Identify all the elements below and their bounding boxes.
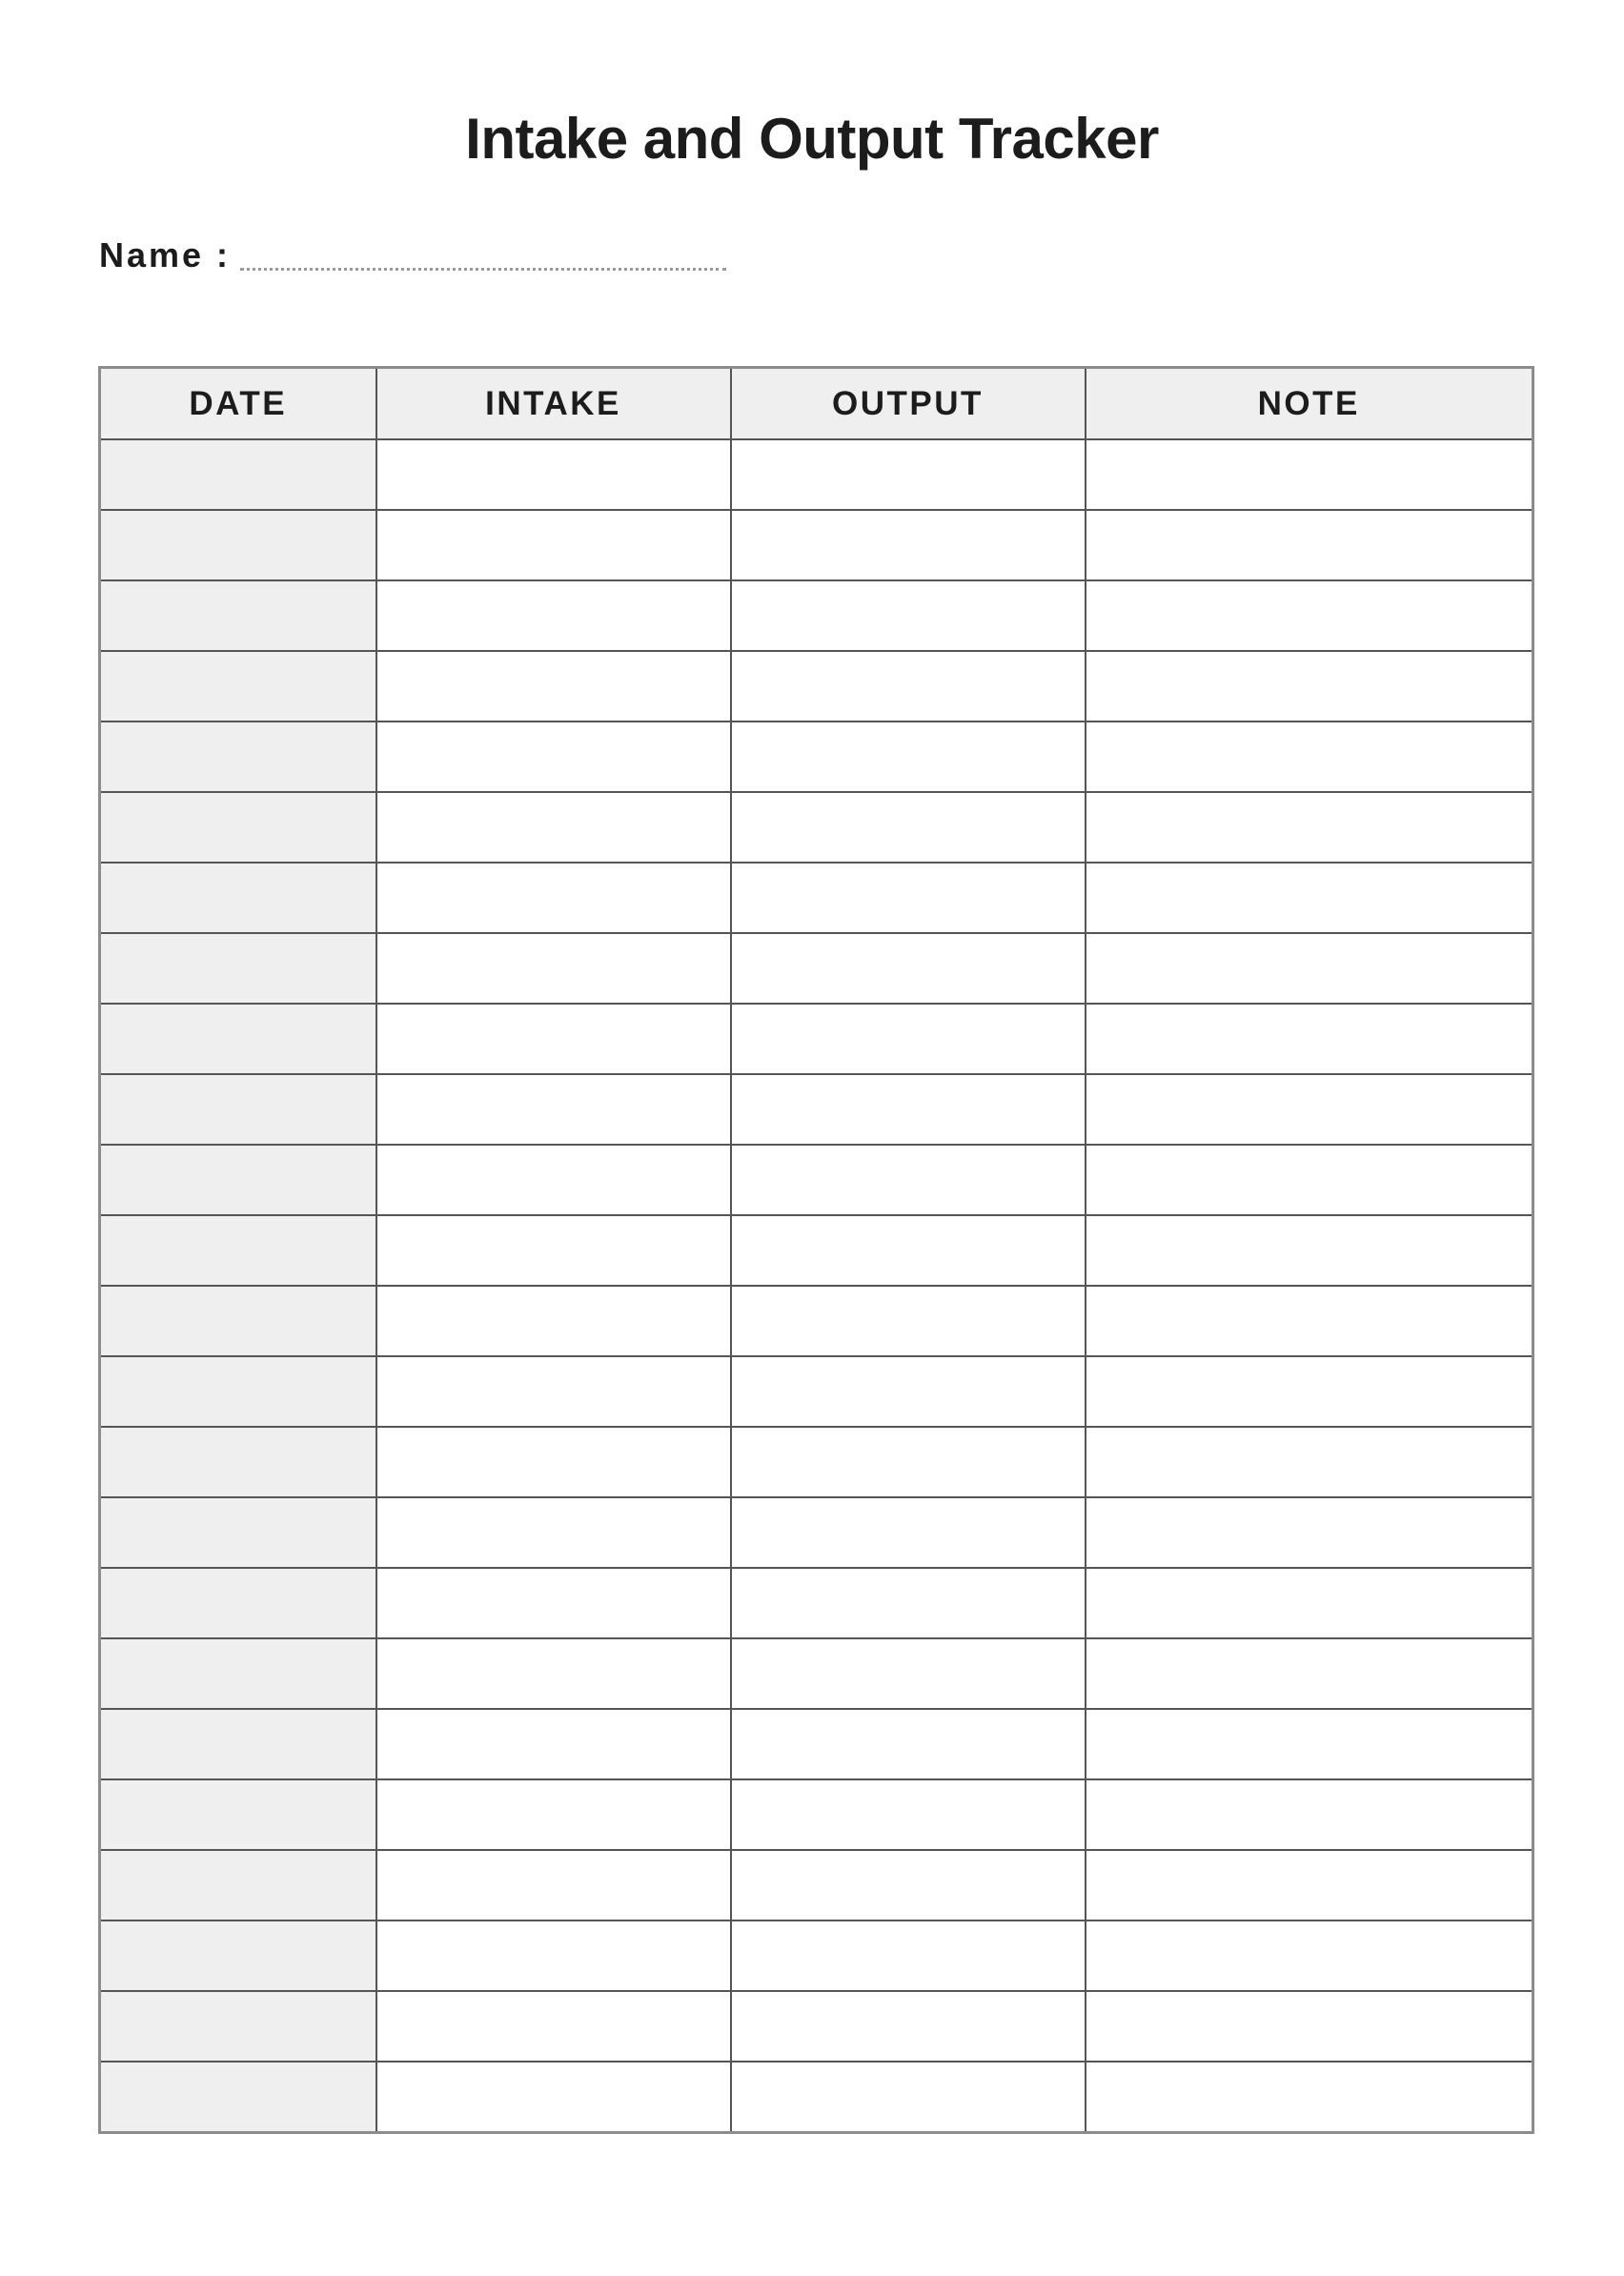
note-cell[interactable] [1086, 1709, 1533, 1779]
note-cell[interactable] [1086, 580, 1533, 651]
table-row [100, 1850, 1533, 1920]
output-cell[interactable] [731, 1286, 1086, 1356]
table-row [100, 721, 1533, 792]
table-row [100, 1004, 1533, 1074]
date-cell[interactable] [100, 1850, 376, 1920]
table-row [100, 1497, 1533, 1568]
date-cell[interactable] [100, 2062, 376, 2133]
note-cell[interactable] [1086, 1286, 1533, 1356]
output-cell[interactable] [731, 1004, 1086, 1074]
intake-cell[interactable] [376, 792, 731, 863]
intake-cell[interactable] [376, 510, 731, 580]
header-row [100, 368, 1533, 440]
intake-cell[interactable] [376, 721, 731, 792]
date-cell[interactable] [100, 1427, 376, 1497]
note-cell[interactable] [1086, 792, 1533, 863]
output-cell[interactable] [731, 1356, 1086, 1427]
date-cell[interactable] [100, 439, 376, 510]
note-cell[interactable] [1086, 1779, 1533, 1850]
date-cell[interactable] [100, 1004, 376, 1074]
date-cell[interactable] [100, 1145, 376, 1215]
table-row [100, 1991, 1533, 2062]
output-cell[interactable] [731, 1497, 1086, 1568]
intake-cell[interactable] [376, 1920, 731, 1991]
output-cell[interactable] [731, 2062, 1086, 2133]
table-row [100, 1920, 1533, 1991]
note-cell[interactable] [1086, 1850, 1533, 1920]
table-row [100, 2062, 1533, 2133]
date-cell[interactable] [100, 1074, 376, 1145]
date-cell[interactable] [100, 721, 376, 792]
intake-cell[interactable] [376, 1145, 731, 1215]
table-row [100, 792, 1533, 863]
column-header-intake: INTAKE [376, 368, 731, 440]
intake-cell[interactable] [376, 1356, 731, 1427]
output-cell[interactable] [731, 792, 1086, 863]
output-cell[interactable] [731, 933, 1086, 1004]
output-cell[interactable] [731, 1850, 1086, 1920]
note-cell[interactable] [1086, 1004, 1533, 1074]
date-cell[interactable] [100, 1779, 376, 1850]
date-cell[interactable] [100, 580, 376, 651]
intake-cell[interactable] [376, 1779, 731, 1850]
note-cell[interactable] [1086, 439, 1533, 510]
note-cell[interactable] [1086, 1427, 1533, 1497]
note-cell[interactable] [1086, 1920, 1533, 1991]
intake-cell[interactable] [376, 1427, 731, 1497]
output-cell[interactable] [731, 1991, 1086, 2062]
intake-cell[interactable] [376, 1638, 731, 1709]
note-cell[interactable] [1086, 1991, 1533, 2062]
table-row [100, 1215, 1533, 1286]
column-header-date: DATE [100, 368, 376, 440]
table-row [100, 1145, 1533, 1215]
note-cell[interactable] [1086, 1215, 1533, 1286]
table-row [100, 651, 1533, 721]
intake-cell[interactable] [376, 1074, 731, 1145]
note-cell[interactable] [1086, 1638, 1533, 1709]
note-cell[interactable] [1086, 1074, 1533, 1145]
output-cell[interactable] [731, 1427, 1086, 1497]
intake-cell[interactable] [376, 933, 731, 1004]
date-cell[interactable] [100, 1497, 376, 1568]
name-label: Name : [99, 235, 232, 274]
output-cell[interactable] [731, 1074, 1086, 1145]
intake-cell[interactable] [376, 863, 731, 933]
note-cell[interactable] [1086, 510, 1533, 580]
table-row [100, 1568, 1533, 1638]
table-row [100, 1427, 1533, 1497]
date-cell[interactable] [100, 1356, 376, 1427]
output-cell[interactable] [731, 1568, 1086, 1638]
date-cell[interactable] [100, 792, 376, 863]
date-cell[interactable] [100, 1568, 376, 1638]
intake-cell[interactable] [376, 1004, 731, 1074]
note-cell[interactable] [1086, 1145, 1533, 1215]
date-cell[interactable] [100, 1920, 376, 1991]
date-cell[interactable] [100, 510, 376, 580]
note-cell[interactable] [1086, 1497, 1533, 1568]
output-cell[interactable] [731, 439, 1086, 510]
intake-cell[interactable] [376, 580, 731, 651]
date-cell[interactable] [100, 1991, 376, 2062]
date-cell[interactable] [100, 1286, 376, 1356]
table-row [100, 863, 1533, 933]
output-cell[interactable] [731, 1145, 1086, 1215]
table-row [100, 510, 1533, 580]
output-cell[interactable] [731, 510, 1086, 580]
note-cell[interactable] [1086, 863, 1533, 933]
table-row [100, 1286, 1533, 1356]
note-cell[interactable] [1086, 1356, 1533, 1427]
intake-cell[interactable] [376, 2062, 731, 2133]
table-row [100, 1356, 1533, 1427]
note-cell[interactable] [1086, 1568, 1533, 1638]
tracker-table [98, 366, 1534, 2134]
column-header-note: NOTE [1086, 368, 1533, 440]
date-cell[interactable] [100, 933, 376, 1004]
intake-cell[interactable] [376, 1991, 731, 2062]
intake-cell[interactable] [376, 439, 731, 510]
output-cell[interactable] [731, 580, 1086, 651]
date-cell[interactable] [100, 863, 376, 933]
table-row [100, 1074, 1533, 1145]
note-cell[interactable] [1086, 933, 1533, 1004]
note-cell[interactable] [1086, 2062, 1533, 2133]
date-cell[interactable] [100, 1709, 376, 1779]
date-cell[interactable] [100, 1638, 376, 1709]
intake-cell[interactable] [376, 651, 731, 721]
intake-cell[interactable] [376, 1568, 731, 1638]
page-title: Intake and Output Tracker [465, 107, 1159, 171]
intake-cell[interactable] [376, 1286, 731, 1356]
date-cell[interactable] [100, 1215, 376, 1286]
date-cell[interactable] [100, 651, 376, 721]
output-cell[interactable] [731, 651, 1086, 721]
intake-cell[interactable] [376, 1215, 731, 1286]
table-row [100, 1709, 1533, 1779]
name-input-line[interactable] [240, 268, 726, 271]
output-cell[interactable] [731, 721, 1086, 792]
output-cell[interactable] [731, 1779, 1086, 1850]
table-row [100, 933, 1533, 1004]
table-row [100, 1638, 1533, 1709]
intake-cell[interactable] [376, 1497, 731, 1568]
intake-cell[interactable] [376, 1850, 731, 1920]
output-cell[interactable] [731, 1709, 1086, 1779]
column-header-output: OUTPUT [731, 368, 1086, 440]
output-cell[interactable] [731, 863, 1086, 933]
table-row [100, 580, 1533, 651]
name-field [99, 234, 726, 276]
table-body [100, 439, 1533, 2133]
note-cell[interactable] [1086, 721, 1533, 792]
table-row [100, 439, 1533, 510]
intake-cell[interactable] [376, 1709, 731, 1779]
output-cell[interactable] [731, 1920, 1086, 1991]
table-row [100, 1779, 1533, 1850]
note-cell[interactable] [1086, 651, 1533, 721]
output-cell[interactable] [731, 1638, 1086, 1709]
output-cell[interactable] [731, 1215, 1086, 1286]
